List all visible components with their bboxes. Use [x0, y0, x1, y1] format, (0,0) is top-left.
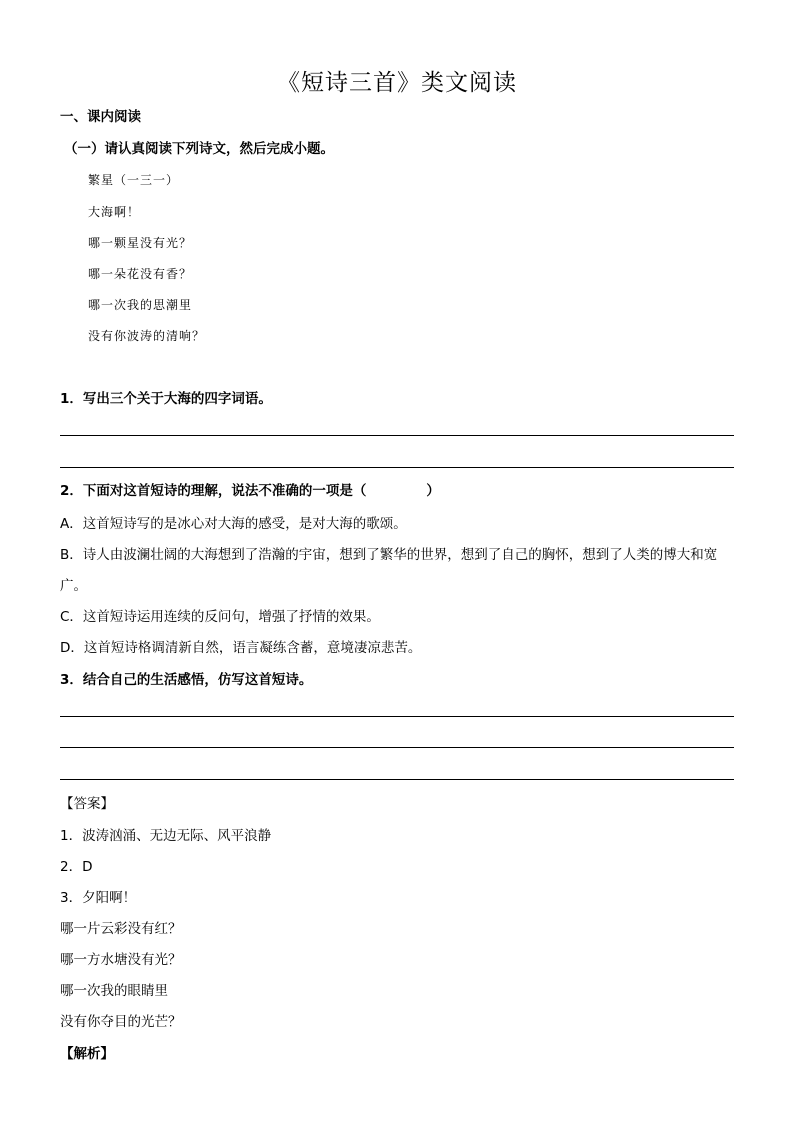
question-1: 1．写出三个关于大海的四字词语。 — [60, 391, 272, 407]
poem-line: 哪一朵花没有香？ — [88, 267, 193, 281]
analysis-label: 【解析】 — [60, 1046, 114, 1062]
subsection-heading: （一）请认真阅读下列诗文，然后完成小题。 — [64, 141, 334, 157]
option-b-cont: 广。 — [60, 578, 87, 594]
answer-line[interactable] — [60, 435, 734, 436]
question-2-close: ） — [426, 483, 440, 499]
answer-item: 1．波涛汹涌、无边无际、风平浪静 — [60, 828, 272, 844]
page-title: 《短诗三首》类文阅读 — [277, 70, 517, 96]
answer-item: 没有你夺目的光芒？ — [60, 1014, 182, 1030]
poem-line: 繁星（一三一） — [88, 173, 180, 187]
option-d: D．这首短诗格调清新自然，语言凝练含蓄，意境凄凉悲苦。 — [60, 640, 422, 656]
option-b: B．诗人由波澜壮阔的大海想到了浩瀚的宇宙，想到了繁华的世界，想到了自己的胸怀，想到了人类的博大和宽 — [60, 547, 718, 563]
answer-line[interactable] — [60, 716, 734, 717]
answer-line[interactable] — [60, 467, 734, 468]
answer-item: 哪一方水塘没有光？ — [60, 952, 182, 968]
poem-line: 哪一次我的思潮里 — [88, 298, 193, 312]
answer-label: 【答案】 — [60, 796, 114, 812]
answer-item: 3．夕阳啊！ — [60, 890, 137, 906]
answer-item: 2．D — [60, 859, 93, 875]
poem-line: 没有你波涛的清响？ — [88, 329, 206, 343]
option-c: C．这首短诗运用连续的反问句，增强了抒情的效果。 — [60, 609, 380, 625]
poem-line: 哪一颗星没有光？ — [88, 236, 193, 250]
section-heading: 一、课内阅读 — [60, 109, 141, 125]
answer-line[interactable] — [60, 779, 734, 780]
answer-line[interactable] — [60, 747, 734, 748]
question-2-stem: 2．下面对这首短诗的理解，说法不准确的一项是（ — [60, 483, 367, 499]
answer-item: 哪一片云彩没有红？ — [60, 921, 182, 937]
poem-line: 大海啊！ — [88, 205, 141, 219]
question-3: 3．结合自己的生活感悟，仿写这首短诗。 — [60, 672, 313, 688]
question-2 — [60, 482, 440, 500]
option-a: A．这首短诗写的是冰心对大海的感受，是对大海的歌颂。 — [60, 516, 407, 532]
answer-item: 哪一次我的眼睛里 — [60, 983, 168, 999]
